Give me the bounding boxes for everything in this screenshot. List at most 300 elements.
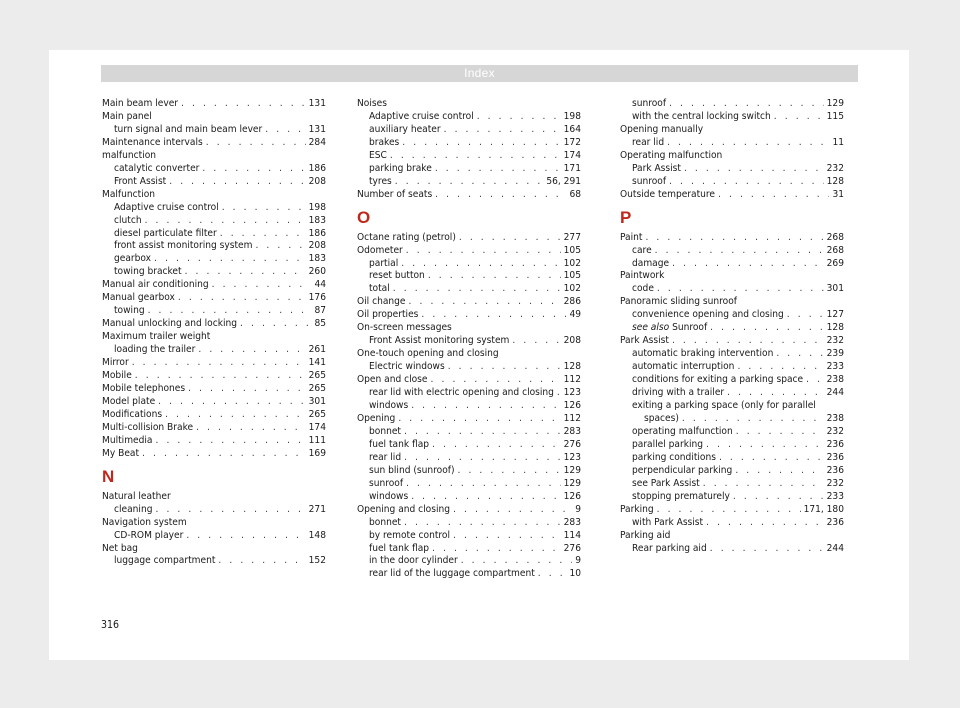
index-entry[interactable] (102, 292, 326, 305)
index-entry[interactable] (102, 318, 326, 331)
index-entry-term (632, 322, 707, 335)
index-entry-text: conditions for exiting a parking space (632, 374, 804, 386)
index-entry-text: in the door cylinder (369, 555, 458, 567)
index-entry-page[interactable]: 152 (308, 555, 326, 567)
index-entry-term (632, 137, 664, 150)
index-entry-text: Octane rating (petrol) (357, 231, 456, 243)
index-entry-page[interactable]: 208 (308, 175, 326, 187)
index-entry[interactable] (102, 530, 326, 543)
index-entry[interactable] (357, 491, 581, 504)
index-entry-page[interactable]: 286 (563, 296, 581, 308)
index-entry-text: with the central locking switch (632, 110, 771, 122)
index-entry-text: rear lid of the luggage compartment (369, 568, 535, 580)
index-entry-text: fuel tank flap (369, 438, 430, 450)
index-entry-text: brakes (369, 136, 400, 148)
index-entry[interactable] (102, 137, 326, 150)
index-entry-page[interactable]: 233 (826, 490, 844, 502)
index-entry[interactable] (357, 478, 581, 491)
index-entry[interactable] (620, 374, 844, 387)
index-entry-text: stopping prematurely (632, 490, 730, 502)
index-entry[interactable] (620, 322, 844, 335)
index-entry[interactable] (620, 163, 844, 176)
index-entry[interactable] (102, 279, 326, 292)
index-entry[interactable] (357, 163, 581, 176)
index-entry-term (632, 491, 730, 504)
index-entry[interactable] (357, 543, 581, 556)
index-entry-page[interactable]: 164 (563, 123, 581, 135)
index-entry[interactable] (102, 370, 326, 383)
index-entry[interactable] (357, 400, 581, 413)
dot-leader (461, 555, 573, 568)
index-entry[interactable] (357, 452, 581, 465)
index-entry-page[interactable]: 232 (826, 425, 844, 437)
index-entry[interactable] (102, 422, 326, 435)
dot-leader (432, 543, 561, 556)
index-entry[interactable] (102, 240, 326, 253)
index-entry-term (369, 530, 450, 543)
index-entry-page[interactable]: 131 (308, 123, 326, 135)
index-entry-page[interactable]: 171, 180 (803, 503, 844, 515)
index-entry-term (369, 387, 554, 400)
index-entry-page[interactable]: 284 (308, 136, 326, 148)
index-entry-page[interactable]: 128 (826, 322, 844, 334)
index-entry-term (102, 98, 178, 111)
index-entry-text: driving with a trailer (632, 387, 725, 399)
index-entry-page[interactable]: 183 (308, 253, 326, 265)
index-entry-term (369, 568, 535, 581)
index-entry[interactable] (357, 296, 581, 309)
index-entry[interactable] (102, 253, 326, 266)
index-entry-term (102, 318, 237, 331)
index-entry-page[interactable]: 183 (308, 214, 326, 226)
index-entry-page[interactable]: 148 (308, 529, 326, 541)
dot-leader (737, 361, 823, 374)
index-entry-page[interactable]: 283 (563, 425, 581, 437)
index-entry-term (632, 176, 666, 189)
dot-leader (169, 176, 305, 189)
index-entry-text: tyres (369, 175, 392, 187)
index-entry-page[interactable]: 105 (563, 270, 581, 282)
dot-leader (398, 413, 560, 426)
index-entry[interactable] (620, 504, 844, 517)
index-group-label: Opening manually (620, 123, 704, 135)
dot-leader (154, 253, 306, 266)
index-entry[interactable] (357, 270, 581, 283)
index-entry[interactable] (620, 176, 844, 189)
index-entry-page[interactable]: 176 (308, 292, 326, 304)
index-entry[interactable] (620, 309, 844, 322)
index-entry-text: convenience opening and closing (632, 309, 784, 321)
index-entry[interactable] (620, 258, 844, 271)
index-entry-text: windows (369, 490, 409, 502)
index-entry-page[interactable]: 123 (563, 387, 581, 399)
index-entry[interactable] (620, 452, 844, 465)
index-entry-page[interactable]: 112 (563, 374, 581, 386)
index-group-label: Parking aid (620, 529, 671, 541)
index-entry-page[interactable]: 236 (826, 516, 844, 528)
index-entry-term (114, 266, 182, 279)
index-entry-page[interactable]: 244 (826, 387, 844, 399)
index-entry-term (114, 176, 166, 189)
dot-leader (444, 124, 561, 137)
index-entry-term (632, 348, 773, 361)
index-entry[interactable] (620, 439, 844, 452)
dot-leader (512, 335, 560, 348)
index-entry-page[interactable]: 129 (826, 98, 844, 109)
index-entry[interactable] (620, 517, 844, 530)
index-entry-text: by remote control (369, 529, 451, 541)
index-entry-page[interactable]: 126 (563, 400, 581, 412)
dot-leader (435, 163, 561, 176)
index-entry-page[interactable]: 236 (826, 451, 844, 463)
index-entry-text: Main beam lever (102, 98, 179, 109)
index-entry-page[interactable]: 85 (314, 318, 326, 330)
index-entry-page[interactable]: 112 (563, 412, 581, 424)
index-entry[interactable] (102, 98, 326, 111)
index-entry-term (632, 98, 666, 111)
dot-leader (448, 361, 561, 374)
index-entry-text: Multimedia (102, 434, 153, 446)
index-entry-page[interactable]: 102 (563, 283, 581, 295)
index-entry-text: parking conditions (632, 451, 716, 463)
index-entry[interactable] (357, 124, 581, 137)
index-entry-term (632, 361, 734, 374)
index-entry-page[interactable]: 105 (563, 244, 581, 256)
dot-leader (706, 439, 824, 452)
index-entry-text: Opening and closing (357, 503, 451, 515)
index-entry-term (357, 189, 432, 202)
index-entry[interactable] (102, 383, 326, 396)
index-entry-page[interactable]: 115 (826, 110, 844, 122)
index-entry-text: Park Assist (632, 162, 681, 174)
index-entry[interactable] (620, 189, 844, 202)
index-entry-page[interactable]: 238 (826, 412, 844, 424)
dot-leader (406, 478, 561, 491)
index-entry[interactable] (620, 335, 844, 348)
index-entry-text: rear lid (632, 136, 665, 148)
dot-leader (453, 530, 561, 543)
index-entry-text: Rear parking aid (632, 542, 707, 554)
index-entry-term (620, 189, 715, 202)
index-group-label: Operating malfunction (620, 149, 723, 161)
index-entry-page[interactable]: 239 (826, 348, 844, 360)
index-entry-page[interactable]: 9 (575, 503, 581, 515)
index-entry-text: catalytic converter (114, 162, 200, 174)
index-entry[interactable] (102, 504, 326, 517)
index-entry-page[interactable]: 265 (308, 370, 326, 382)
index-entry[interactable] (357, 361, 581, 374)
index-entry-term (644, 413, 679, 426)
index-entry-term (369, 335, 509, 348)
index-entry-term (102, 409, 162, 422)
index-entry-page[interactable]: 276 (563, 438, 581, 450)
index-entry[interactable] (102, 396, 326, 409)
index-entry-text: ESC (369, 149, 387, 161)
dot-leader (776, 348, 823, 361)
index-entry-page[interactable]: 111 (308, 434, 326, 446)
dot-leader (703, 478, 824, 491)
index-entry[interactable] (620, 245, 844, 258)
index-entry-page[interactable]: 174 (308, 421, 326, 433)
index-entry[interactable] (357, 258, 581, 271)
index-entry[interactable] (357, 283, 581, 296)
index-entry-page[interactable]: 276 (563, 542, 581, 554)
index-entry[interactable] (620, 137, 844, 150)
index-entry[interactable] (102, 435, 326, 448)
index-entry-term (114, 240, 252, 253)
index-entry-page[interactable]: 114 (563, 529, 581, 541)
index-entry-text: Manual gearbox (102, 292, 175, 304)
index-entry-page[interactable]: 260 (308, 266, 326, 278)
index-entry-page[interactable]: 265 (308, 382, 326, 394)
index-entry-term (620, 335, 669, 348)
index-entry-term (114, 253, 151, 266)
index-entry[interactable] (357, 504, 581, 517)
index-entry[interactable] (620, 232, 844, 245)
index-entry-page[interactable]: 268 (826, 231, 844, 243)
index-entry-text: Multi-collision Brake (102, 421, 194, 433)
index-entry-page[interactable]: 236 (826, 464, 844, 476)
index-entry-page[interactable]: 232 (826, 477, 844, 489)
index-entry[interactable] (620, 283, 844, 296)
index-group-label: Net bag (102, 542, 138, 554)
index-entry-page[interactable]: 128 (826, 175, 844, 187)
index-entry[interactable] (620, 98, 844, 111)
index-entry-text: luggage compartment (114, 555, 216, 567)
dot-leader (787, 309, 824, 322)
index-entry-text: damage (632, 257, 670, 269)
index-entry-page[interactable]: 44 (314, 279, 326, 291)
index-column-2 (357, 98, 581, 581)
index-entry-term (357, 413, 395, 426)
index-entry-page[interactable]: 232 (826, 162, 844, 174)
index-entry[interactable] (357, 176, 581, 189)
index-entry-page[interactable]: 126 (563, 490, 581, 502)
index-group-label: One-touch opening and closing (357, 348, 499, 360)
index-entry-text: automatic braking intervention (632, 348, 774, 360)
index-entry[interactable] (102, 409, 326, 422)
index-entry-page[interactable]: 9 (575, 555, 581, 567)
index-entry-page[interactable]: 102 (563, 257, 581, 269)
dot-leader (672, 335, 824, 348)
index-entry[interactable] (357, 439, 581, 452)
index-entry-term (369, 555, 458, 568)
index-entry[interactable] (620, 361, 844, 374)
dot-leader (212, 279, 312, 292)
index-entry[interactable] (357, 335, 581, 348)
index-entry-page[interactable]: 87 (314, 305, 326, 317)
index-entry[interactable] (357, 150, 581, 163)
index-entry[interactable] (357, 555, 581, 568)
index-entry-text: Odometer (357, 244, 403, 256)
dot-leader (395, 176, 544, 189)
dot-leader (178, 292, 306, 305)
index-group-label: Navigation system (102, 516, 187, 528)
index-entry[interactable] (102, 448, 326, 461)
index-entry-term (114, 530, 183, 543)
index-entry[interactable] (102, 215, 326, 228)
index-entry-page[interactable]: 198 (563, 110, 581, 122)
index-entry-page[interactable]: 277 (563, 231, 581, 243)
index-entry[interactable] (620, 478, 844, 491)
index-entry[interactable] (102, 305, 326, 318)
dot-leader (727, 387, 824, 400)
index-entry-page[interactable]: 238 (826, 374, 844, 386)
index-entry-term (114, 124, 262, 137)
dot-leader (459, 232, 561, 245)
see-also-prefix: see also (632, 322, 670, 334)
index-entry-term (357, 232, 456, 245)
index-letter-heading: P (620, 207, 632, 227)
index-entry-page[interactable]: 171 (563, 162, 581, 174)
index-entry-text: Model plate (102, 395, 156, 407)
index-entry-page[interactable]: 174 (563, 149, 581, 161)
dot-leader (165, 409, 306, 422)
index-entry-page[interactable]: 244 (826, 542, 844, 554)
index-entry[interactable] (357, 426, 581, 439)
dot-leader (202, 163, 305, 176)
index-entry-term (357, 374, 428, 387)
index-entry-term (369, 111, 474, 124)
index-entry-page[interactable]: 68 (569, 188, 581, 200)
index-entry-page[interactable]: 127 (826, 309, 844, 321)
index-entry[interactable] (357, 568, 581, 581)
index-entry[interactable] (357, 189, 581, 202)
index-entry-text: Park Assist (620, 335, 669, 347)
dot-leader (458, 465, 561, 478)
index-entry-page[interactable]: 49 (569, 309, 581, 321)
dot-leader (155, 504, 305, 517)
index-entry-page[interactable]: 208 (563, 335, 581, 347)
index-entry-page[interactable]: 233 (826, 361, 844, 373)
index-entry-page[interactable]: 10 (569, 568, 581, 580)
index-entry[interactable] (357, 465, 581, 478)
dot-leader (186, 530, 305, 543)
index-entry-page[interactable]: 269 (826, 257, 844, 269)
index-entry-page[interactable]: 186 (308, 162, 326, 174)
index-entry[interactable] (102, 344, 326, 357)
index-entry-page[interactable]: 261 (308, 344, 326, 356)
index-entry[interactable] (102, 124, 326, 137)
index-entry[interactable] (357, 413, 581, 426)
index-entry-page[interactable]: 198 (308, 201, 326, 213)
index-entry-page[interactable]: 129 (563, 464, 581, 476)
index-entry-text: Front Assist monitoring system (369, 335, 510, 347)
index-entry[interactable] (620, 111, 844, 124)
index-entry[interactable] (102, 176, 326, 189)
index-entry-term (114, 202, 219, 215)
index-group-label: Paintwork (620, 270, 665, 282)
index-group-label: Panoramic sliding sunroof (620, 296, 737, 308)
index-entry-term (369, 150, 387, 163)
index-entry[interactable] (357, 530, 581, 543)
index-entry-page[interactable]: 301 (826, 283, 844, 295)
index-entry-term (369, 137, 399, 150)
index-entry[interactable] (357, 111, 581, 124)
index-entry-page[interactable]: 268 (826, 244, 844, 256)
index-entry[interactable] (620, 543, 844, 556)
index-entry-term (114, 504, 152, 517)
index-entry-term (102, 422, 193, 435)
index-entry-page[interactable]: 56, 291 (546, 175, 581, 187)
index-entry[interactable] (102, 202, 326, 215)
index-entry[interactable] (357, 374, 581, 387)
index-entry-page[interactable]: 283 (563, 516, 581, 528)
index-entry[interactable] (102, 228, 326, 241)
dot-leader (718, 189, 829, 202)
index-entry-page[interactable]: 129 (563, 477, 581, 489)
index-entry-page[interactable]: 208 (308, 240, 326, 252)
index-entry-text: Electric windows (369, 361, 445, 373)
index-entry-page[interactable]: 141 (308, 357, 326, 369)
index-entry[interactable] (620, 413, 844, 426)
index-entry-term (369, 400, 408, 413)
index-entry-term (632, 387, 724, 400)
index-entry[interactable] (620, 387, 844, 400)
index-entry[interactable] (357, 387, 581, 400)
index-entry-page[interactable]: 265 (308, 408, 326, 420)
index-entry[interactable] (620, 426, 844, 439)
dot-leader (411, 491, 560, 504)
index-entry-page[interactable]: 271 (308, 503, 326, 515)
dot-leader (406, 245, 561, 258)
dot-leader (672, 258, 824, 271)
index-entry[interactable] (357, 245, 581, 258)
index-entry-text: towing (114, 305, 145, 317)
index-entry-term (369, 452, 401, 465)
index-entry[interactable] (357, 309, 581, 322)
index-entry[interactable] (357, 517, 581, 530)
index-entry-page[interactable]: 123 (563, 451, 581, 463)
dot-leader (682, 413, 824, 426)
index-entry-page[interactable]: 172 (563, 136, 581, 148)
index-entry-text: Mirror (102, 357, 129, 369)
index-entry[interactable] (102, 357, 326, 370)
index-entry-page[interactable]: 169 (308, 447, 326, 459)
index-group-label: Natural leather (102, 490, 171, 502)
dot-leader (156, 435, 306, 448)
dot-leader (404, 426, 561, 439)
index-entry-text: front assist monitoring system (114, 240, 253, 252)
index-entry-page[interactable]: 131 (308, 98, 326, 109)
index-entry[interactable] (620, 348, 844, 361)
index-entry-page[interactable]: 11 (832, 136, 844, 148)
index-entry[interactable] (357, 232, 581, 245)
dot-leader (404, 517, 561, 530)
dot-leader (198, 344, 305, 357)
index-entry-page[interactable]: 186 (308, 227, 326, 239)
dot-leader (181, 98, 306, 111)
index-entry-page[interactable]: 301 (308, 395, 326, 407)
index-entry-page[interactable]: 31 (832, 188, 844, 200)
dot-leader (774, 111, 824, 124)
index-entry-term (102, 435, 153, 448)
index-entry-text: Number of seats (357, 188, 433, 200)
index-entry[interactable] (620, 491, 844, 504)
index-entry-page[interactable]: 232 (826, 335, 844, 347)
index-entry-text: Manual unlocking and locking (102, 318, 238, 330)
index-entry[interactable] (357, 137, 581, 150)
dot-leader (736, 426, 824, 439)
index-entry[interactable] (102, 555, 326, 568)
index-entry[interactable] (102, 266, 326, 279)
index-entry-term (114, 215, 142, 228)
index-entry-page[interactable]: 236 (826, 438, 844, 450)
dot-leader (719, 452, 824, 465)
index-entry[interactable] (620, 465, 844, 478)
index-entry[interactable] (102, 163, 326, 176)
index-entry-page[interactable]: 128 (563, 361, 581, 373)
